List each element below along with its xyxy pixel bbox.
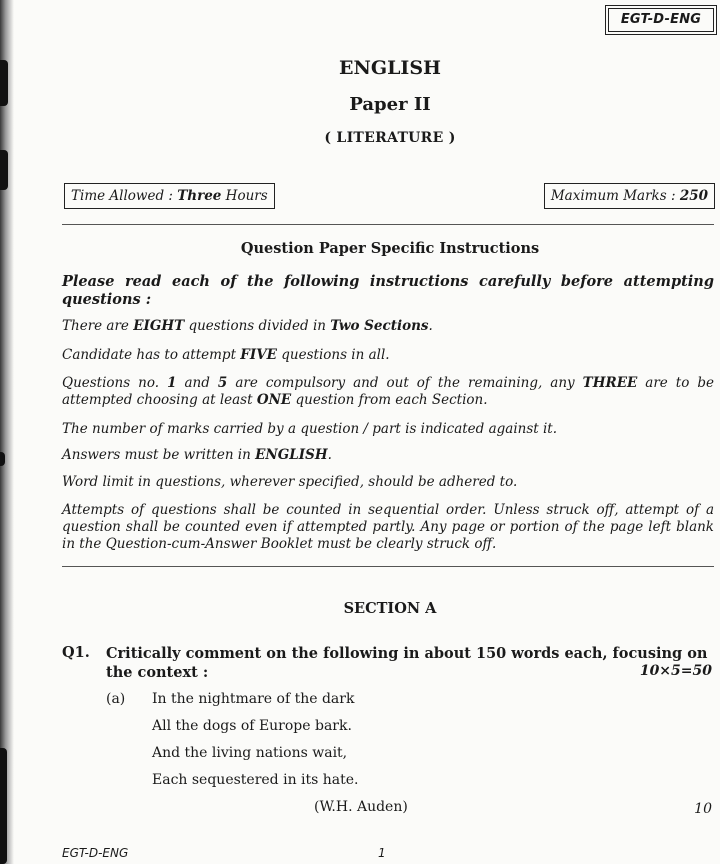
emphasis: 5 bbox=[217, 375, 228, 391]
marks-value: 250 bbox=[679, 188, 708, 204]
scan-edge-mark bbox=[0, 150, 8, 190]
paper-title: Paper II bbox=[349, 94, 431, 115]
instruction-item: Answers must be written in ENGLISH. bbox=[62, 447, 332, 463]
time-value: Three bbox=[177, 188, 222, 204]
poem-line: Each sequestered in its hate. bbox=[152, 772, 359, 788]
emphasis: ONE bbox=[256, 392, 292, 408]
poem-attribution: (W.H. Auden) bbox=[314, 799, 408, 815]
paper-code-box: EGT-D-ENG bbox=[608, 8, 714, 32]
section-heading: SECTION A bbox=[343, 600, 437, 617]
divider bbox=[62, 566, 714, 567]
instructions-heading: Question Paper Specific Instructions bbox=[240, 240, 540, 257]
instruction-item: The number of marks carried by a question / part is indicated against it. bbox=[62, 421, 558, 437]
emphasis: FIVE bbox=[240, 347, 277, 363]
question-marks: 10×5=50 bbox=[639, 663, 712, 679]
emphasis: 1 bbox=[167, 375, 177, 391]
part-marks: 10 bbox=[694, 801, 712, 817]
marks-prefix: Maximum Marks : bbox=[550, 188, 680, 204]
scan-edge-mark bbox=[0, 748, 7, 864]
part-label: (a) bbox=[106, 691, 126, 707]
footer-paper-code: EGT-D-ENG bbox=[62, 846, 129, 860]
emphasis: EIGHT bbox=[133, 318, 185, 334]
scan-edge-mark bbox=[0, 452, 5, 466]
emphasis: Two Sections bbox=[330, 318, 429, 334]
poem-line: All the dogs of Europe bark. bbox=[152, 718, 352, 734]
page-number: 1 bbox=[378, 846, 386, 860]
instruction-item: There are EIGHT questions divided in Two Sections. bbox=[62, 318, 433, 334]
poem-line: In the nightmare of the dark bbox=[152, 691, 355, 707]
scan-edge-mark bbox=[0, 60, 8, 106]
instruction-item: Word limit in questions, wherever specified, should be adhered to. bbox=[62, 474, 518, 490]
instruction-item: Questions no. 1 and 5 are compulsory and out of the remaining, any THREE are to be attempted choosing at least ONE question from each Section. bbox=[62, 375, 714, 408]
question-number: Q1. bbox=[62, 644, 90, 661]
paper-subtitle: ( LITERATURE ) bbox=[324, 130, 456, 146]
instruction-item: Attempts of questions shall be counted in sequential order. Unless struck off, attempt of a question shall be counted even if attempted partly. Any page or portion of the page left blank in the Question-cum-Answer Booklet must be clearly struck off. bbox=[62, 502, 714, 552]
divider bbox=[62, 224, 714, 225]
scan-edge-shadow bbox=[0, 0, 14, 864]
time-allowed-box bbox=[64, 183, 275, 209]
poem-line: And the living nations wait, bbox=[152, 745, 348, 761]
question-text: Critically comment on the following in about 150 words each, focusing on the context : bbox=[106, 645, 708, 681]
instructions-lead: Please read each of the following instructions carefully before attempting questions : bbox=[62, 273, 714, 308]
instruction-item: Candidate has to attempt FIVE questions in all. bbox=[62, 347, 390, 363]
emphasis: ENGLISH bbox=[255, 447, 328, 463]
maximum-marks-box bbox=[544, 183, 715, 209]
subject-title: ENGLISH bbox=[339, 57, 441, 79]
time-suffix: Hours bbox=[221, 188, 268, 204]
emphasis: THREE bbox=[582, 375, 638, 391]
time-prefix: Time Allowed : bbox=[71, 188, 178, 204]
